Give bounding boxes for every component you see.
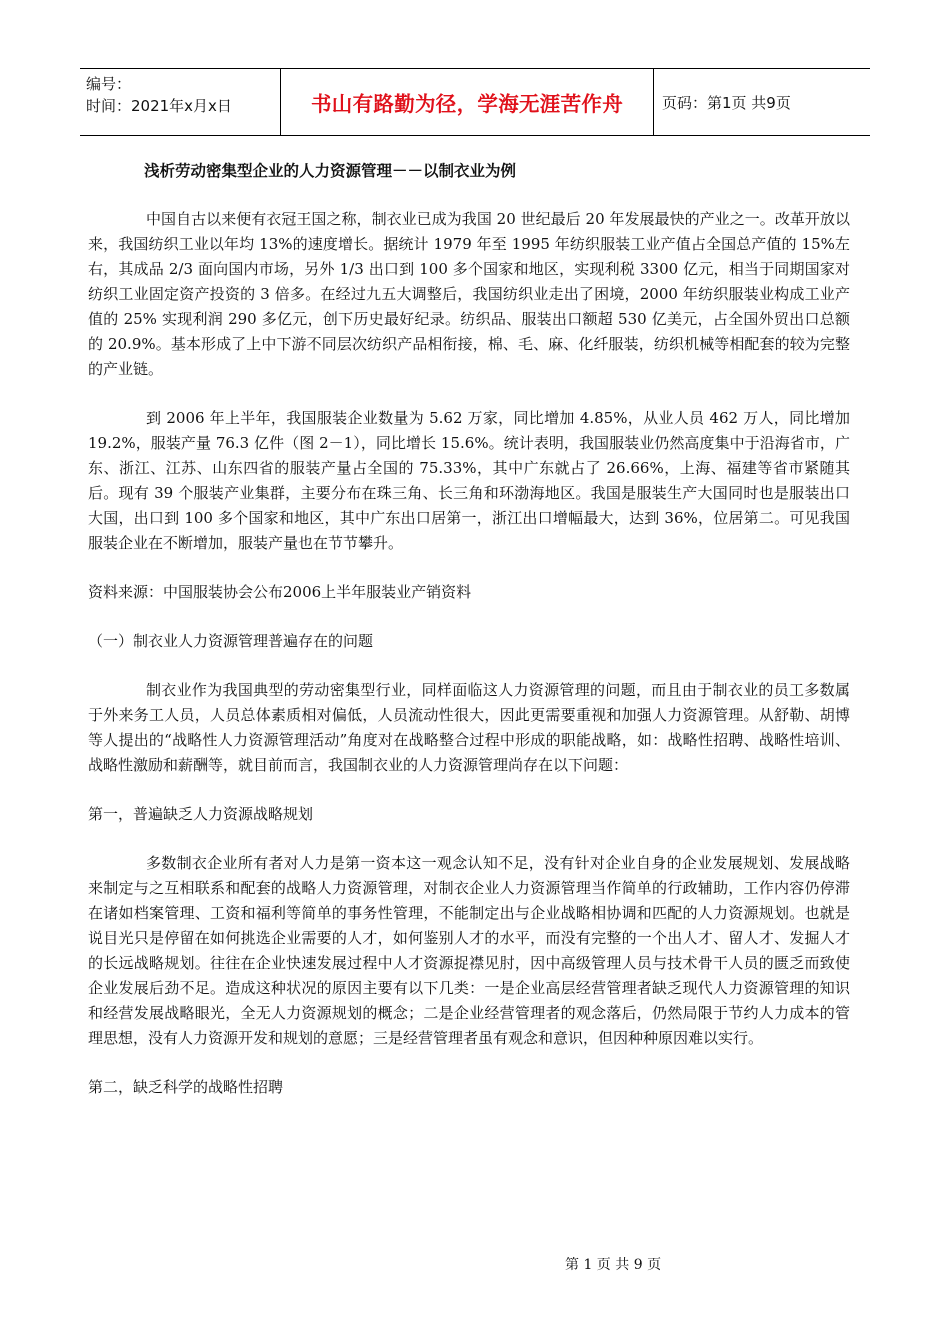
time-label: 时间：2021年x月x日 [86,97,232,115]
paragraph-industry-history: 中国自古以来便有衣冠王国之称，制衣业已成为我国 20 世纪最后 20 年发展最快的产业之一。改革开放以来，我国纺织工业以年均 13%的速度增长。据统计 1979 年至 1995 年纺织服装工业产值占全国总产值的 15%左右，其成品 2/3 面向国内市场，另外 1/3 出口到 100 多个国家和地区，实现利税 3300 亿元，相当于同期国家对纺织工业固定资产投资的 3 倍多。在经过九五大调整后，我国纺织业走出了困境，2000 年纺织服装业构成工业产值的 25% 实现利润 290 多亿元，创下历史最好纪录。纺织品、服装出口额超 530 亿美元，占全国外贸出口总额的 20.9%。基本形成了上中下游不同层次纺织产品相衔接，棉、毛、麻、化纤服装，纺织机械等相配套的较为完整的产业链。 [88,210,850,378]
point-heading-1: 第一，普遍缺乏人力资源战略规划 [88,805,314,823]
header-motto: 书山有路勤为径，学海无涯苦作舟 [281,69,654,135]
number-label: 编号： [86,75,132,93]
paragraph-problems-intro: 制衣业作为我国典型的劳动密集型行业，同样面临这人力资源管理的问题，而且由于制衣业的员工多数属于外来务工人员，人员总体素质相对偏低，人员流动性很大，因此更需要重视和加强人力资源管理。从舒勒、胡博等人提出的“战略性人力资源管理活动”角度对在战略整合过程中形成的职能战略，如：战略性招聘、战略性培训、战略性激励和薪酬等，就目前而言，我国制衣业的人力资源管理尚存在以下问题： [88,681,850,774]
header-meta [80,69,281,135]
document-title: 浅析劳动密集型企业的人力资源管理－－以制衣业为例 [144,161,517,180]
document-body [88,158,850,1124]
header-page-label: 页码：第1页 共9页 [662,93,791,112]
paragraph-strategic-planning: 多数制衣企业所有者对人力是第一资本这一观念认知不足，没有针对企业自身的企业发展规划、发展战略来制定与之互相联系和配套的战略人力资源管理，对制衣企业人力资源管理当作简单的行政辅助，工作内容仍停滞在诸如档案管理、工资和福利等简单的事务性管理，不能制定出与企业战略相协调和匹配的人力资源规划。也就是说目光只是停留在如何挑选企业需要的人才，如何鉴别人才的水平，而没有完整的一个出人才、留人才、发掘人才的长远战略规划。往往在企业快速发展过程中人才资源捉襟见肘，因中高级管理人员与技术骨干人员的匮乏而致使企业发展后劲不足。造成这种状况的原因主要有以下几类：一是企业高层经营管理者缺乏现代人力资源管理的知识和经营发展战略眼光，全无人力资源规划的概念；二是企业经营管理者的观念落后，仍然局限于节约人力成本的管理思想，没有人力资源开发和规划的意愿；三是经营管理者虽有观念和意识，但因种种原因难以实行。 [88,854,850,1047]
source-note: 资料来源：中国服装协会公布2006上半年服装业产销资料 [88,583,472,601]
point-heading-2: 第二，缺乏科学的战略性招聘 [88,1078,284,1096]
paragraph-2006-statistics: 到 2006 年上半年，我国服装企业数量为 5.62 万家，同比增加 4.85%，从业人员 462 万人，同比增加 19.2%，服装产量 76.3 亿件（图 2－1），同比增长 15.6%。统计表明，我国服装业仍然高度集中于沿海省市，广东、浙江、江苏、山东四省的服装产量占全国的 75.33%，其中广东就占了 26.66%，上海、福建等省市紧随其后。现有 39 个服装产业集群，主要分布在珠三角、长三角和环渤海地区。我国是服装生产大国同时也是服装出口大国，出口到 100 多个国家和地区，其中广东出口居第一，浙江出口增幅最大，达到 36%，位居第二。可见我国服装企业在不断增加，服装产量也在节节攀升。 [88,409,850,552]
page-header [80,68,870,136]
page-footer: 第 1 页 共 9 页 [565,1257,662,1273]
section-heading-problems: （一）制衣业人力资源管理普遍存在的问题 [88,632,374,650]
